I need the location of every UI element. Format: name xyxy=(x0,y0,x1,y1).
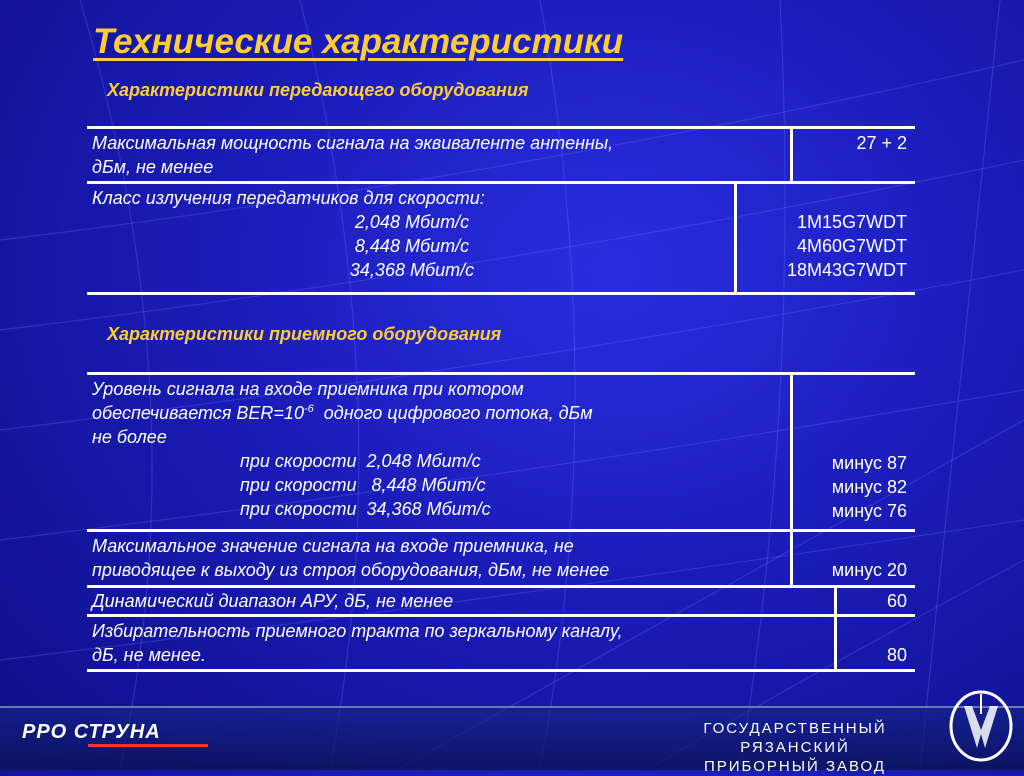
column-divider xyxy=(790,129,793,181)
value-text: минус 87 xyxy=(831,453,907,473)
param-value xyxy=(887,617,907,669)
table-row xyxy=(87,126,915,181)
factory-emblem-icon xyxy=(944,684,1018,764)
page-title: Технические характеристики xyxy=(93,22,624,61)
value-text: 27 + 2 xyxy=(856,133,907,153)
speed-text: 2,048 Мбит/с xyxy=(354,212,470,232)
param-text: Избирательность приемного тракта по зеркальному каналу, xyxy=(92,621,623,641)
param-text: не более xyxy=(92,427,167,447)
receiver-heading: Характеристики приемного оборудования xyxy=(107,324,502,344)
value-text: 1M15G7WDT xyxy=(796,212,907,232)
table-row xyxy=(87,614,915,672)
value-text: 60 xyxy=(886,591,907,611)
column-divider xyxy=(734,184,737,292)
speed-text: 8,448 Мбит/с xyxy=(354,236,470,256)
param-value xyxy=(787,184,907,292)
value-text: минус 20 xyxy=(831,560,907,580)
manufacturer-line: ПРИБОРНЫЙ ЗАВОД xyxy=(703,758,887,775)
param-label xyxy=(87,588,915,615)
speed-text: при скорости 8,448 Мбит/с xyxy=(240,475,486,495)
value-text: 18M43G7WDT xyxy=(786,260,907,280)
ber-suffix: одного цифрового потока, дБм xyxy=(313,403,593,423)
value-text: 80 xyxy=(886,645,907,665)
manufacturer-name xyxy=(650,719,940,776)
param-text: Динамический диапазон АРУ, дБ, не менее xyxy=(92,591,454,611)
value-text: минус 82 xyxy=(831,477,907,497)
value-text: 4M60G7WDT xyxy=(796,236,907,256)
ber-exponent: -6 xyxy=(303,403,314,415)
transmitter-table xyxy=(87,126,915,295)
receiver-table xyxy=(87,372,915,672)
table-row xyxy=(87,372,915,529)
column-divider xyxy=(834,588,837,614)
param-text: Уровень сигнала на входе приемника при котором xyxy=(92,379,524,399)
param-text: дБм, не менее xyxy=(92,157,214,177)
column-divider xyxy=(790,532,793,585)
param-text: приводящее к выходу из строя оборудования, дБм, не менее xyxy=(92,560,610,580)
param-text: Класс излучения передатчиков для скорости: xyxy=(92,188,485,208)
param-value xyxy=(832,532,907,585)
table-row xyxy=(87,529,915,585)
param-value xyxy=(856,129,907,181)
value-text: минус 76 xyxy=(831,501,907,521)
speed-text: при скорости 34,368 Мбит/с xyxy=(240,499,491,519)
param-text: Максимальная мощность сигнала на эквиваленте антенны, xyxy=(92,133,614,153)
param-label xyxy=(87,617,915,669)
param-text: Максимальное значение сигнала на входе приемника, не xyxy=(92,536,574,556)
speed-text: при скорости 2,048 Мбит/с xyxy=(240,451,481,471)
column-divider xyxy=(790,375,793,529)
speed-text: 34,368 Мбит/с xyxy=(349,260,475,280)
param-value xyxy=(832,375,907,529)
param-value xyxy=(887,588,907,614)
product-logo: РРО СТРУНА xyxy=(22,721,161,743)
param-text: дБ, не менее. xyxy=(92,645,206,665)
logo-accent-line xyxy=(88,744,208,747)
table-row xyxy=(87,181,915,295)
transmitter-heading: Характеристики передающего оборудования xyxy=(107,80,529,100)
manufacturer-line: ГОСУДАРСТВЕННЫЙ РЯЗАНСКИЙ xyxy=(703,720,887,756)
table-row xyxy=(87,585,915,614)
column-divider xyxy=(834,617,837,669)
ber-text: обеспечивается BER=10 xyxy=(92,403,304,423)
